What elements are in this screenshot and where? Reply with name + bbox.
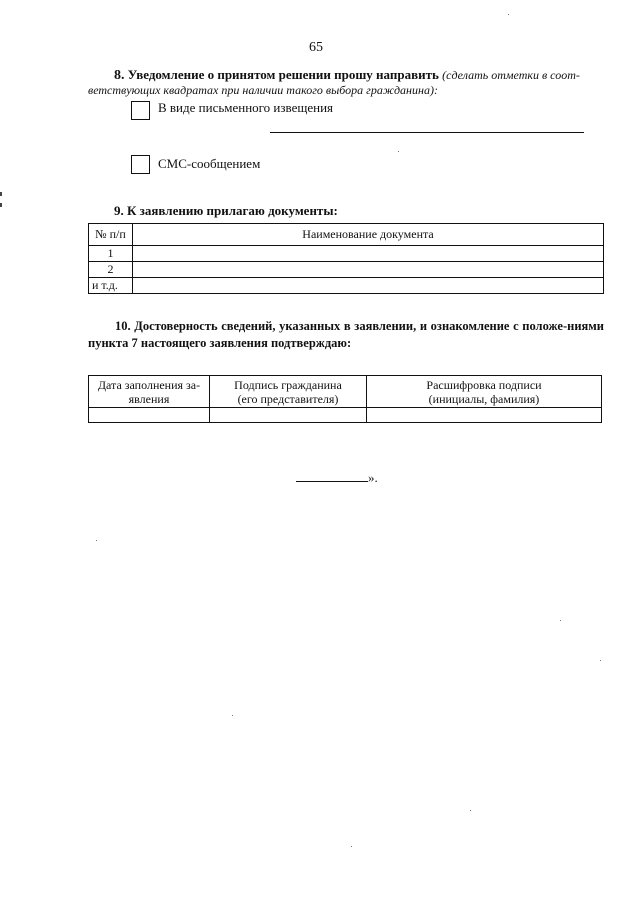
scan-speck bbox=[560, 620, 561, 621]
scan-speck bbox=[398, 151, 399, 152]
section-10-statement: 10. Достоверность сведений, указанных в заявлении, и ознакомление с положе-ниями пункта 7 настоящего заявления подтверждаю: bbox=[88, 319, 604, 350]
col-header-decryption bbox=[367, 376, 602, 408]
document-name-cell[interactable] bbox=[133, 246, 604, 262]
binder-mark bbox=[0, 203, 2, 207]
scan-speck bbox=[232, 715, 233, 716]
documents-table-header bbox=[89, 224, 604, 246]
section-8-title: Уведомление о принятом решении прошу направить bbox=[127, 67, 439, 82]
scan-speck bbox=[600, 660, 601, 661]
page-number: 65 bbox=[309, 40, 323, 55]
table-row bbox=[89, 408, 602, 423]
written-notice-label: В виде письменного извещения bbox=[158, 100, 334, 115]
col-header-number: № п/п bbox=[89, 224, 133, 246]
row-number: 1 bbox=[89, 246, 133, 262]
signature-cell[interactable] bbox=[210, 408, 367, 423]
col-header-line2: (его представителя) bbox=[237, 391, 339, 406]
table-row bbox=[89, 278, 604, 294]
closing-blank-line[interactable] bbox=[296, 469, 368, 482]
col-header-document-name: Наименование документа bbox=[133, 224, 604, 246]
decryption-cell[interactable] bbox=[367, 408, 602, 423]
written-notice-address-line bbox=[270, 132, 584, 133]
scan-speck bbox=[96, 540, 97, 541]
binder-mark bbox=[0, 192, 2, 196]
col-header-signature bbox=[210, 376, 367, 408]
section-9-heading: 9. К заявлению прилагаю документы: bbox=[114, 203, 338, 218]
signature-table-header bbox=[89, 376, 602, 408]
scan-speck bbox=[508, 14, 509, 15]
col-header-line1: Расшифровка подписи bbox=[426, 377, 542, 392]
documents-table bbox=[88, 223, 604, 294]
scan-speck bbox=[351, 846, 352, 847]
col-header-line1: Подпись гражданина bbox=[234, 377, 342, 392]
col-header-line1: Дата заполнения за- bbox=[97, 377, 201, 392]
written-notice-checkbox[interactable] bbox=[131, 101, 150, 120]
col-header-fill-date bbox=[89, 376, 210, 408]
sms-label: СМС-сообщением bbox=[158, 156, 261, 171]
document-name-cell[interactable] bbox=[133, 278, 604, 294]
closing-line bbox=[296, 469, 378, 486]
section-8-note-part1: (сделать отметки в соот- bbox=[442, 68, 580, 82]
signature-table bbox=[88, 375, 602, 423]
scan-speck bbox=[470, 810, 471, 811]
closing-quote: ». bbox=[368, 470, 378, 485]
row-number: и т.д. bbox=[89, 278, 133, 294]
table-row bbox=[89, 262, 604, 278]
table-row bbox=[89, 246, 604, 262]
col-header-line2: (инициалы, фамилия) bbox=[428, 391, 540, 406]
sms-checkbox[interactable] bbox=[131, 155, 150, 174]
section-8-number: 8. bbox=[114, 68, 125, 83]
col-header-line2: явления bbox=[128, 391, 170, 406]
fill-date-cell[interactable] bbox=[89, 408, 210, 423]
section-8-note-part2: ветствующих квадратах при наличии такого выбора гражданина): bbox=[88, 83, 438, 97]
row-number: 2 bbox=[89, 262, 133, 278]
document-name-cell[interactable] bbox=[133, 262, 604, 278]
